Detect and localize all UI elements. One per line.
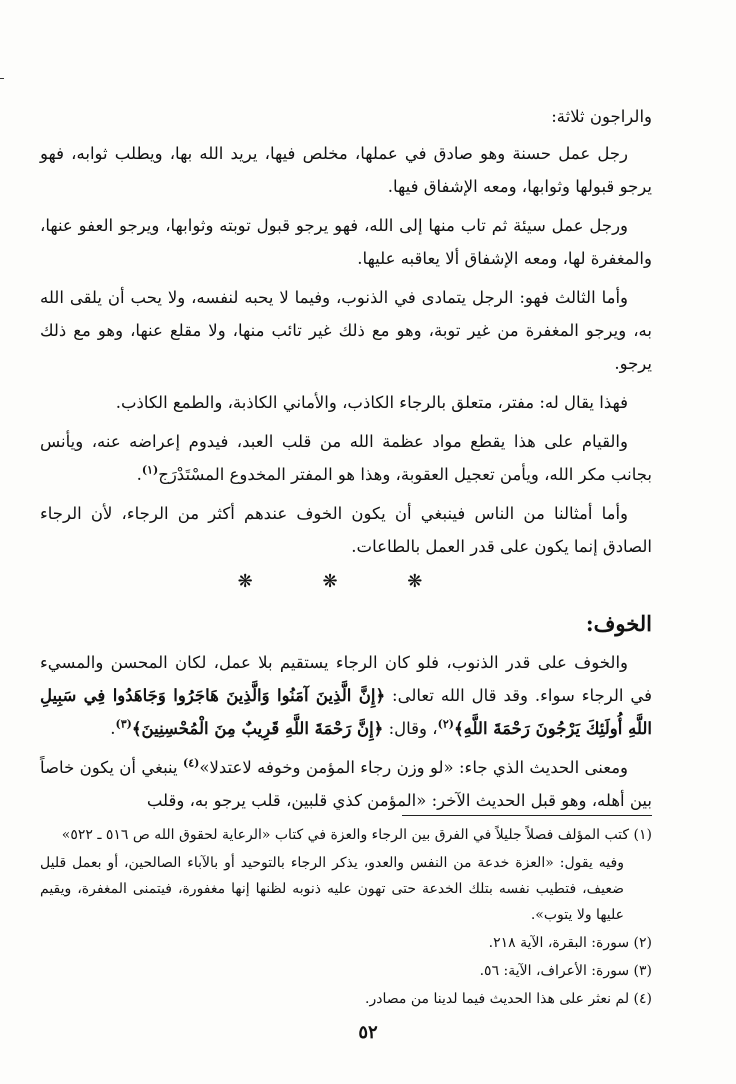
footnote-2: (٢) سورة: البقرة، الآية ٢١٨. xyxy=(488,935,652,951)
footnote-ref-2: (٢) xyxy=(437,717,454,731)
quran-quote-2: ﴿إِنَّ رَحْمَةَ اللَّهِ قَرِيبٌ مِنَ الْمُحْسِنِينَ﴾ xyxy=(131,719,384,738)
paragraph-4: فهذا يقال له: مفتر، متعلق بالرجاء الكاذب، والأماني الكاذبة، والطمع الكاذب. xyxy=(115,393,628,412)
paragraph-2: ورجل عمل سيئة ثم تاب منها إلى الله، فهو يرجو قبول توبته وثوابها، ويرجو العفو عنها، والمغفرة لها، ومعه الإشفاق ألا يعاقبه عليها. xyxy=(40,216,652,268)
footnote-ref-1: (١) xyxy=(141,463,159,477)
footnotes xyxy=(40,822,652,1014)
footnote-3: (٣) سورة: الأعراف، الآية: ٥٦. xyxy=(479,963,652,979)
footnote-ref-3: (٣) xyxy=(115,717,132,731)
quran-quote-1: ﴿إِنَّ الَّذِينَ آمَنُوا وَالَّذِينَ هَاجَرُوا وَجَاهَدُوا فِي سَبِيلِ اللَّهِ أُولَئِكَ يَرْجُونَ رَحْمَةَ اللَّهِ﴾ xyxy=(40,686,652,738)
section-p2-text-a: ومعنى الحديث الذي جاء: «لو وزن رجاء المؤمن وخوفه لاعتدلا» xyxy=(199,758,628,777)
lead-line: والراجون ثلاثة: xyxy=(551,107,652,126)
footnote-separator xyxy=(402,815,652,816)
paragraph-3: وأما الثالث فهو: الرجل يتمادى في الذنوب، وفيما لا يحبه لنفسه، ولا يحب أن يلقى الله به، ويرجو المغفرة من غير توبة، وهو مع ذلك غير تائب منها، ولا مقلع عنها، وهو مع ذلك يرجو. xyxy=(40,288,652,373)
footnote-ref-4: (٤) xyxy=(182,756,200,770)
section-paragraph-2 xyxy=(40,751,652,817)
footnote-1: (١) كتب المؤلف فصلاً جليلاً في الفرق بين الرجاء والعزة في كتاب «الرعاية لحقوق الله ص ٥١٦ ـ ٥٢٢» xyxy=(61,827,652,843)
section-heading: الخوف: xyxy=(585,611,652,636)
scan-edge-mark xyxy=(0,78,4,79)
paragraph-5-text: والقيام على هذا يقطع مواد عظمة الله من قلب العبد، فيدوم إعراضه عنه، ويأنس بجانب مكر الله، ويأمن تعجيل العقوبة، وهذا هو المفتر المخدوع المسْتَدْرَج xyxy=(40,432,652,484)
page-number: ٥٢ xyxy=(358,1022,378,1043)
main-text xyxy=(40,100,652,823)
section-p1-end: . xyxy=(110,719,116,738)
footnote-1-continued: وفيه يقول: «العزة خدعة من النفس والعدو، يذكر الرجاء بالتوحيد أو بالآباء الصالحين، أو بعمل قليل ضعيف، فتطيب نفسه بتلك الخدعة حتى تهون عليه ذنوبه لظنها إنها مغفورة، فيتمنى المغفرة، ويقيم عليها ولا يتوب». xyxy=(40,855,624,923)
section-p1-text-b: ، وقال: xyxy=(383,719,438,738)
paragraph-6: وأما أمثالنا من الناس فينبغي أن يكون الخوف عندهم أكثر من الرجاء، لأن الرجاء الصادق إنما يكون على قدر العمل بالطاعات. xyxy=(40,504,652,556)
section-p1-text-a: والخوف على قدر الذنوب، فلو كان الرجاء يستقيم بلا عمل، لكان المحسن والمسيء في الرجاء سواء. وقد قال الله تعالى: xyxy=(40,653,652,705)
section-p2-text-b: ينبغي أن يكون خاصاً بين أهله، وهو قبل الحديث الآخر: «المؤمن كذي قلبين، قلب يرجو به، وقلب xyxy=(40,758,652,810)
section-divider-stars: ❋ ❋ ❋ xyxy=(237,571,455,592)
paragraph-1: رجل عمل حسنة وهو صادق في عملها، مخلص فيها، يريد الله بها، ويطلب ثوابه، فهو يرجو قبولها وثوابها، ومعه الإشفاق فيها. xyxy=(40,144,652,196)
paragraph-5: والقيام على هذا يقطع مواد عظمة الله من قلب العبد، فيدوم إعراضه عنه، ويأنس بجانب مكر الله، ويأمن تعجيل العقوبة، وهذا هو المفتر المخدوع المسْتَدْرَج$^{(١)}$. xyxy=(40,432,652,484)
section-paragraph-1 xyxy=(40,646,652,745)
footnote-4: (٤) لم نعثر على هذا الحديث فيما لدينا من مصادر. xyxy=(365,991,652,1007)
